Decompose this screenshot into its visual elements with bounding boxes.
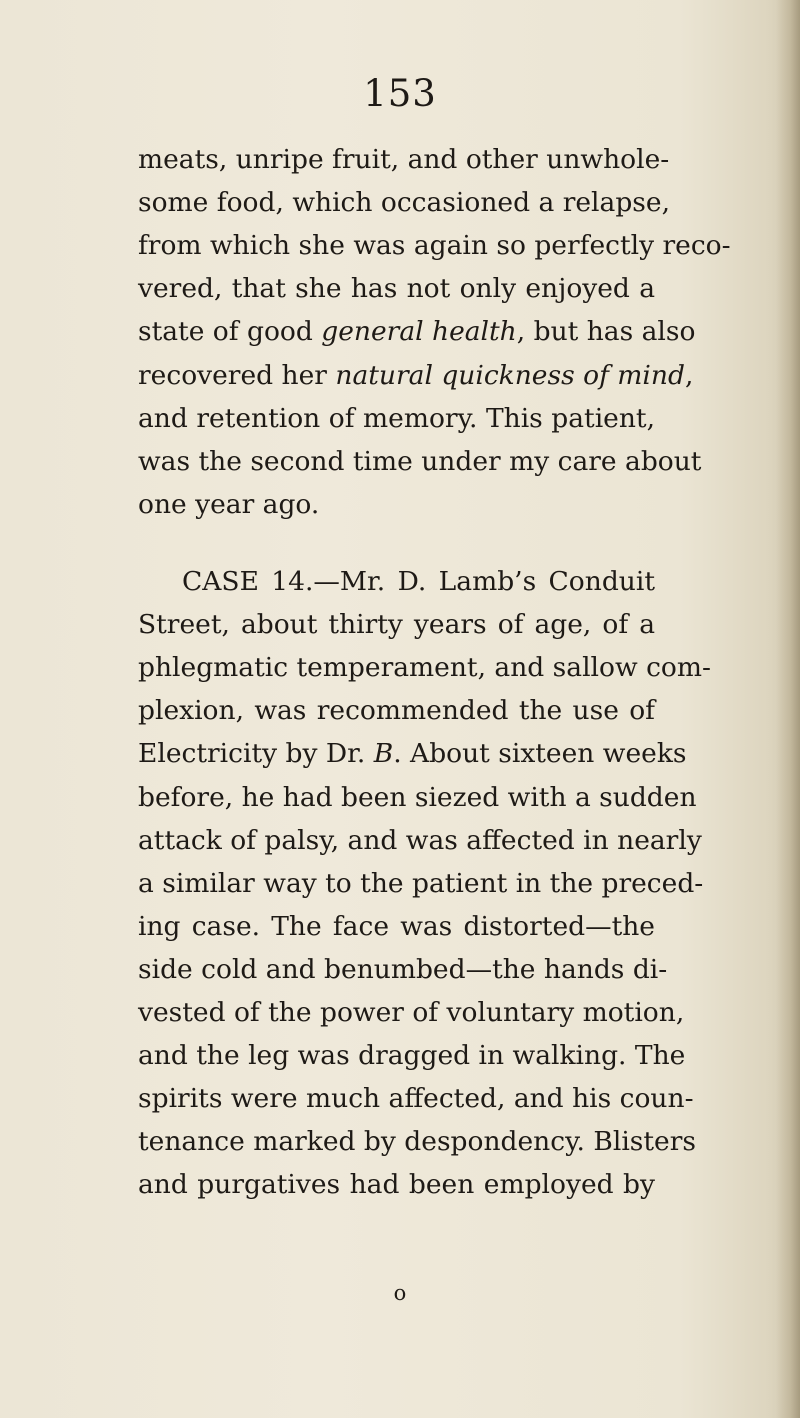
italic-span: B: [373, 738, 394, 769]
text-span: vered, that she has not only enjoyed a: [138, 273, 655, 304]
text-line: [138, 312, 696, 352]
text-line: [138, 442, 702, 482]
text-line: [138, 1036, 686, 1076]
text-line: [138, 993, 685, 1033]
text-span: spirits were much affected, and his coun-: [138, 1083, 694, 1114]
text-span: before, he had been siezed with a sudden: [138, 782, 697, 813]
text-span: . About sixteen weeks: [393, 738, 687, 769]
text-span: one year ago.: [138, 489, 320, 520]
text-line: [138, 734, 687, 774]
italic-span: general health: [321, 316, 517, 347]
text-line: [138, 605, 655, 645]
text-line: [138, 1079, 694, 1119]
page-edge-shadow: [776, 0, 800, 1418]
text-span: and retention of memory. This patient,: [138, 403, 655, 434]
text-span: recovered her: [138, 360, 336, 391]
text-line: [138, 691, 655, 731]
page-number: 153: [363, 72, 437, 115]
text-line: [182, 562, 655, 602]
signature-mark: o: [393, 1280, 407, 1305]
text-span: and the leg was dragged in walking. The: [138, 1040, 686, 1071]
text-span: CASE 14.—Mr. D. Lamb’s Conduit: [182, 566, 655, 597]
text-span: Street, about thirty years of age, of a: [138, 609, 655, 640]
text-span: a similar way to the patient in the preced-: [138, 868, 704, 899]
text-span: from which she was again so perfectly reco-: [138, 230, 731, 261]
text-line: [138, 1122, 697, 1162]
text-line: [138, 140, 670, 180]
text-line: [138, 778, 697, 818]
text-span: and purgatives had been employed by: [138, 1169, 655, 1200]
text-line: [138, 648, 711, 688]
text-span: state of good: [138, 316, 322, 347]
text-span: some food, which occasioned a relapse,: [138, 187, 670, 218]
text-span: ,: [684, 360, 694, 391]
text-line: [138, 821, 702, 861]
text-span: attack of palsy, and was affected in nearly: [138, 825, 702, 856]
text-span: Electricity by Dr.: [138, 738, 374, 769]
text-span: vested of the power of voluntary motion,: [138, 997, 685, 1028]
italic-span: natural quickness of mind: [335, 360, 685, 391]
text-line: [138, 907, 655, 947]
text-span: meats, unripe fruit, and other unwhole-: [138, 144, 670, 175]
text-span: tenance marked by despondency. Blisters: [138, 1126, 697, 1157]
text-line: [138, 1165, 655, 1205]
text-span: ing case. The face was distorted—the: [138, 911, 655, 942]
text-span: side cold and benumbed—the hands di-: [138, 954, 668, 985]
text-span: , but has also: [516, 316, 696, 347]
text-line: [138, 269, 655, 309]
text-line: [138, 864, 704, 904]
text-span: plexion, was recommended the use of: [138, 695, 655, 726]
text-line: [138, 226, 731, 266]
text-line: [138, 485, 655, 525]
text-line: [138, 950, 668, 990]
text-line: [138, 399, 655, 439]
text-line: [138, 183, 670, 223]
text-span: was the second time under my care about: [138, 446, 702, 477]
text-span: phlegmatic temperament, and sallow com-: [138, 652, 711, 683]
text-line: [138, 356, 694, 396]
